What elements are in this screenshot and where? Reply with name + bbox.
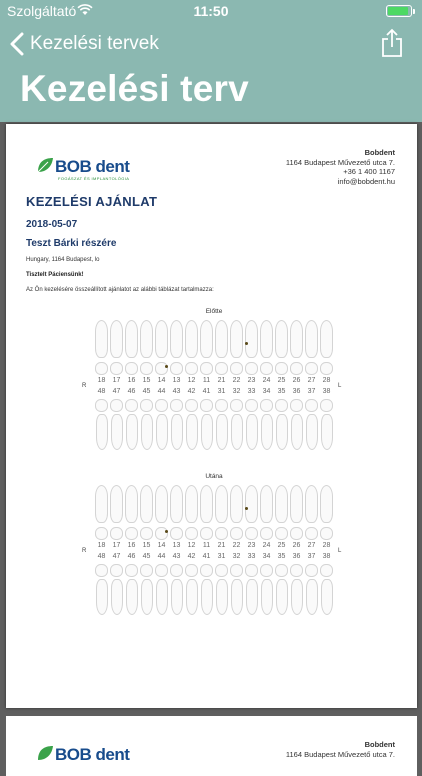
tooth[interactable] [259,320,274,358]
tooth-number: 14 [157,377,166,384]
tooth-number: 33 [247,388,256,395]
tooth[interactable] [214,362,229,375]
tooth[interactable] [124,485,139,523]
tooth[interactable] [289,564,304,577]
tooth[interactable] [214,527,229,540]
leaf-icon [36,744,54,762]
side-right-label: R [82,548,87,554]
tooth[interactable] [214,320,229,358]
tooth[interactable] [304,320,319,358]
tooth[interactable] [124,399,139,412]
company-name: Bobdent [364,740,395,749]
tooth[interactable] [109,564,124,577]
tooth-number: 35 [277,388,286,395]
company-name: Bobdent [364,148,395,157]
tooth-number: 44 [157,388,166,395]
tooth-number: 28 [322,377,331,384]
chevron-left-icon [10,32,24,56]
tooth-number: 13 [172,377,181,384]
chart-label: Utána [205,473,223,480]
company-logo [36,156,141,181]
tooth[interactable] [169,579,184,615]
tooth-number: 48 [97,553,106,560]
tooth[interactable] [139,579,154,615]
tooth-number: 46 [127,553,136,560]
tooth-number: 15 [142,377,151,384]
tooth[interactable] [214,564,229,577]
lower-crowns [94,564,334,577]
tooth-number: 34 [262,553,271,560]
company-address: 1164 Budapest Művezető utca 7. [285,749,395,759]
tooth[interactable] [304,362,319,375]
tooth[interactable] [169,485,184,523]
tooth[interactable] [319,579,334,615]
lower-crowns [94,399,334,412]
treatment-marker [165,365,168,368]
upper-tooth-numbers [94,377,334,384]
tooth[interactable] [184,320,199,358]
tooth[interactable] [154,399,169,412]
tooth-number: 14 [157,542,166,549]
tooth-number: 22 [232,377,241,384]
lower-teeth [94,414,334,450]
tooth-number: 45 [142,553,151,560]
tooth[interactable] [199,399,214,412]
upper-crowns [94,527,334,540]
company-phone: +36 1 400 1167 [343,167,395,176]
tooth[interactable] [169,414,184,450]
tooth-number: 37 [307,553,316,560]
document-title: KEZELÉSI AJÁNLAT [26,194,158,209]
tooth[interactable] [274,579,289,615]
tooth[interactable] [319,527,334,540]
tooth-number: 27 [307,542,316,549]
tooth[interactable] [94,564,109,577]
navigation-header [0,0,422,122]
treatment-marker [245,507,248,510]
tooth[interactable] [304,527,319,540]
tooth-number: 28 [322,542,331,549]
tooth-number: 37 [307,388,316,395]
tooth[interactable] [184,485,199,523]
tooth[interactable] [154,564,169,577]
tooth[interactable] [184,527,199,540]
tooth[interactable] [274,564,289,577]
clock: 11:50 [193,3,229,19]
tooth[interactable] [109,579,124,615]
tooth-number: 18 [97,377,106,384]
tooth[interactable] [304,579,319,615]
tooth[interactable] [124,579,139,615]
tooth[interactable] [94,579,109,615]
tooth[interactable] [94,527,109,540]
tooth[interactable] [169,527,184,540]
tooth[interactable] [274,399,289,412]
tooth-number: 48 [97,388,106,395]
tooth[interactable] [229,579,244,615]
tooth[interactable] [124,320,139,358]
tooth-number: 31 [217,388,226,395]
tooth[interactable] [94,414,109,450]
tooth-number: 41 [202,388,211,395]
upper-teeth [94,485,334,523]
tooth-number: 13 [172,542,181,549]
leaf-icon [36,156,54,174]
tooth[interactable] [289,414,304,450]
tooth-number: 15 [142,542,151,549]
tooth[interactable] [109,485,124,523]
tooth-number: 38 [322,388,331,395]
tooth[interactable] [289,579,304,615]
document-date: 2018-05-07 [26,219,78,230]
dental-chart-after [82,473,342,633]
tooth[interactable] [259,414,274,450]
battery-icon [386,5,412,17]
tooth[interactable] [229,362,244,375]
tooth[interactable] [109,399,124,412]
tooth[interactable] [244,485,259,523]
tooth[interactable] [169,399,184,412]
tooth[interactable] [244,579,259,615]
tooth-number: 24 [262,542,271,549]
tooth[interactable] [94,320,109,358]
tooth-number: 11 [202,377,211,384]
tooth[interactable] [274,527,289,540]
tooth[interactable] [154,362,169,375]
tooth[interactable] [184,399,199,412]
tooth[interactable] [199,527,214,540]
tooth[interactable] [319,399,334,412]
tooth[interactable] [259,485,274,523]
tooth-number: 12 [187,542,196,549]
tooth-number: 27 [307,377,316,384]
tooth[interactable] [244,564,259,577]
lower-tooth-numbers [94,388,334,395]
tooth[interactable] [139,320,154,358]
tooth-number: 42 [187,553,196,560]
tooth-number: 16 [127,542,136,549]
tooth[interactable] [319,564,334,577]
tooth-number: 17 [112,542,121,549]
tooth-number: 17 [112,377,121,384]
tooth[interactable] [274,485,289,523]
tooth[interactable] [289,320,304,358]
tooth[interactable] [289,527,304,540]
tooth[interactable] [259,527,274,540]
pdf-page-2[interactable] [6,716,417,776]
patient-address: Hungary, 1164 Budapest, lo [26,257,100,263]
tooth[interactable] [244,527,259,540]
tooth[interactable] [304,399,319,412]
tooth[interactable] [124,564,139,577]
tooth-number: 32 [232,388,241,395]
tooth[interactable] [229,485,244,523]
tooth[interactable] [154,320,169,358]
tooth-number: 11 [202,542,211,549]
tooth[interactable] [109,320,124,358]
tooth[interactable] [244,414,259,450]
tooth[interactable] [199,485,214,523]
tooth[interactable] [199,320,214,358]
tooth[interactable] [274,414,289,450]
tooth[interactable] [109,362,124,375]
tooth-number: 18 [97,542,106,549]
company-email: info@bobdent.hu [337,176,395,186]
tooth[interactable] [199,564,214,577]
carrier-label: Szolgáltató [7,3,77,19]
tooth-number: 16 [127,377,136,384]
tooth-number: 26 [292,542,301,549]
logo-subtitle: FOGÁSZAT ÉS IMPLANTOLÓGIA [58,176,130,181]
tooth[interactable] [244,399,259,412]
tooth[interactable] [124,414,139,450]
tooth-number: 12 [187,377,196,384]
tooth[interactable] [184,414,199,450]
chart-label: Előtte [205,308,223,315]
side-left-label: L [338,548,342,554]
tooth[interactable] [184,362,199,375]
page-title: Kezelési terv [20,68,249,109]
tooth[interactable] [304,564,319,577]
tooth[interactable] [229,564,244,577]
tooth[interactable] [139,564,154,577]
tooth-number: 33 [247,553,256,560]
tooth[interactable] [184,579,199,615]
tooth-number: 42 [187,388,196,395]
tooth[interactable] [139,362,154,375]
greeting: Tisztelt Páciensünk! [26,272,84,278]
tooth[interactable] [124,362,139,375]
tooth-number: 32 [232,553,241,560]
tooth[interactable] [199,362,214,375]
tooth[interactable] [154,527,169,540]
tooth-number: 44 [157,553,166,560]
tooth[interactable] [274,320,289,358]
status-bar [0,0,422,22]
tooth[interactable] [229,320,244,358]
back-button[interactable] [10,30,159,58]
tooth-number: 31 [217,553,226,560]
tooth[interactable] [319,320,334,358]
tooth[interactable] [139,485,154,523]
tooth[interactable] [259,399,274,412]
pdf-page[interactable] [6,124,417,708]
tooth-number: 25 [277,542,286,549]
tooth[interactable] [94,362,109,375]
tooth-number: 41 [202,553,211,560]
tooth-number: 21 [217,377,226,384]
tooth-number: 47 [112,553,121,560]
tooth-number: 22 [232,542,241,549]
treatment-marker [245,342,248,345]
tooth[interactable] [139,414,154,450]
tooth[interactable] [289,399,304,412]
tooth-number: 23 [247,377,256,384]
tooth-number: 34 [262,388,271,395]
tooth[interactable] [94,485,109,523]
tooth[interactable] [169,564,184,577]
lower-teeth [94,579,334,615]
company-info [286,148,395,186]
tooth[interactable] [319,414,334,450]
upper-tooth-numbers [94,542,334,549]
upper-crowns [94,362,334,375]
tooth[interactable] [289,485,304,523]
tooth[interactable] [229,527,244,540]
tooth[interactable] [169,362,184,375]
tooth[interactable] [154,579,169,615]
tooth[interactable] [229,414,244,450]
tooth[interactable] [244,362,259,375]
tooth[interactable] [169,320,184,358]
tooth[interactable] [259,564,274,577]
tooth[interactable] [214,485,229,523]
tooth[interactable] [229,399,244,412]
company-logo [36,744,141,766]
tooth[interactable] [154,414,169,450]
lower-tooth-numbers [94,553,334,560]
tooth[interactable] [124,527,139,540]
tooth-number: 47 [112,388,121,395]
tooth[interactable] [259,579,274,615]
tooth-number: 43 [172,388,181,395]
patient-name: Teszt Bárki részére [26,238,117,249]
upper-teeth [94,320,334,358]
tooth[interactable] [319,485,334,523]
logo-text: BOB dent [55,745,130,764]
tooth[interactable] [154,485,169,523]
treatment-marker [165,530,168,533]
side-right-label: R [82,383,87,389]
dental-chart-before [82,308,342,468]
tooth[interactable] [244,320,259,358]
tooth[interactable] [274,362,289,375]
tooth-number: 21 [217,542,226,549]
tooth[interactable] [139,399,154,412]
tooth-number: 45 [142,388,151,395]
tooth-number: 43 [172,553,181,560]
tooth-number: 46 [127,388,136,395]
tooth-number: 35 [277,553,286,560]
tooth[interactable] [184,564,199,577]
tooth[interactable] [109,527,124,540]
company-address: 1164 Budapest Művezető utca 7. [285,157,395,167]
tooth-number: 36 [292,553,301,560]
tooth-number: 26 [292,377,301,384]
tooth-number: 25 [277,377,286,384]
tooth-number: 38 [322,553,331,560]
tooth[interactable] [199,414,214,450]
tooth[interactable] [199,579,214,615]
tooth-number: 23 [247,542,256,549]
share-icon[interactable] [380,28,404,58]
tooth[interactable] [214,579,229,615]
tooth[interactable] [109,414,124,450]
tooth[interactable] [304,485,319,523]
tooth[interactable] [289,362,304,375]
tooth[interactable] [214,414,229,450]
side-left-label: L [338,383,342,389]
tooth[interactable] [139,527,154,540]
tooth[interactable] [319,362,334,375]
tooth[interactable] [304,414,319,450]
back-button-label: Kezelési tervek [30,33,159,54]
tooth-number: 36 [292,388,301,395]
tooth[interactable] [259,362,274,375]
tooth-number: 24 [262,377,271,384]
intro-text: Az Ön kezelésére összeállított ajánlatot az alábbi táblázat tartalmazza: [26,287,214,293]
tooth[interactable] [214,399,229,412]
logo-text: BOB dent [55,157,130,176]
tooth[interactable] [94,399,109,412]
